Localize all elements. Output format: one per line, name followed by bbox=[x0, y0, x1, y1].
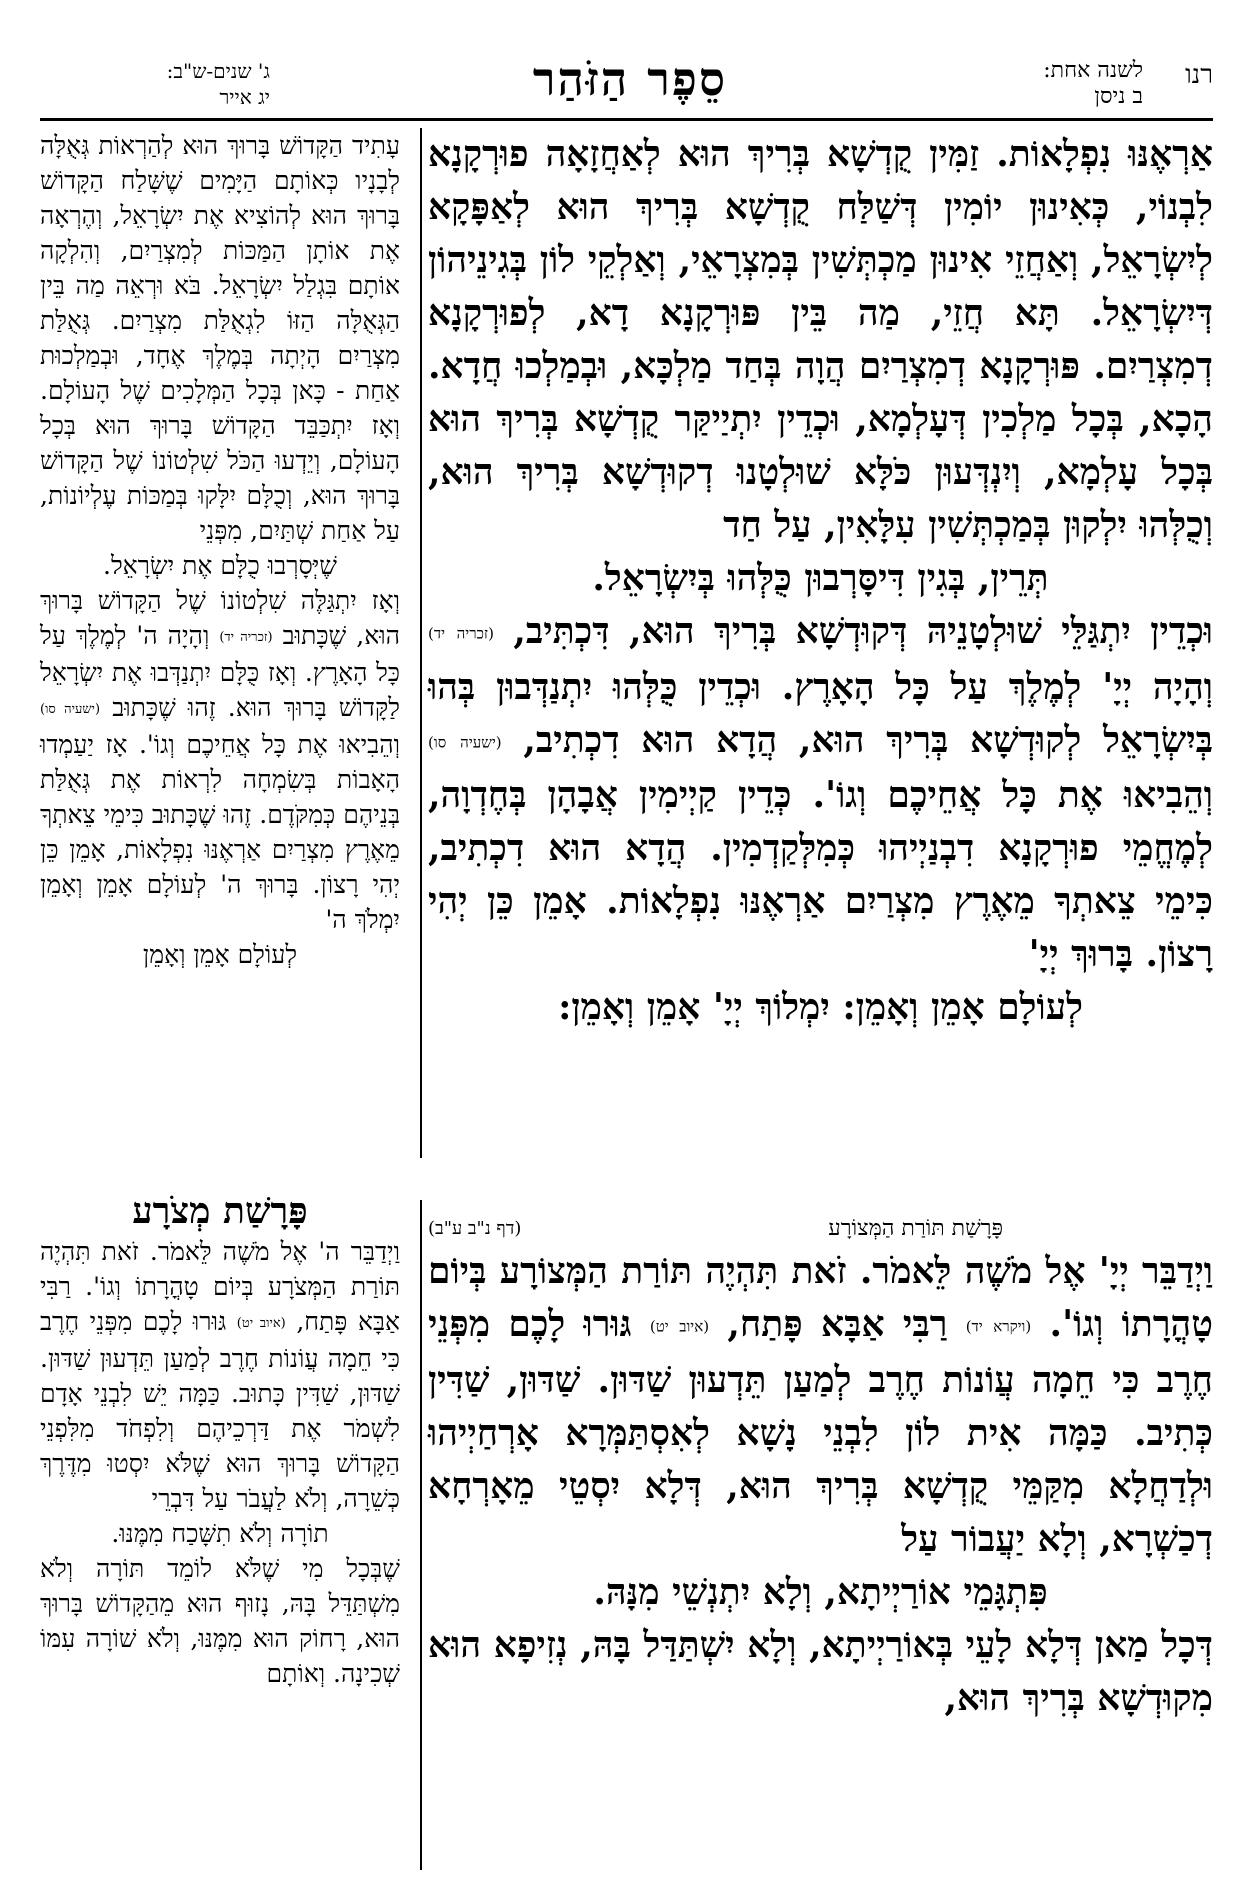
hebrew-paragraph: וַיְדַבֵּר ה' אֶל מֹשֶׁה לֵּאמֹר. זֹאת תִּהְיֶה תּוֹרַת הַמְּצֹרָע בְּיוֹם טָהֳרָתוֹ וְגוֹ'. רַבִּי אַבָּא פָּתַח, (איוב יט) גּוּרוּ לָכֶם מִפְּנֵי חֶרֶב כִּי חֵמָה עֲוֹנוֹת חֶרֶב לְמַעַן תֵּדְעוּן שַׁדּוּן. שַׁדּוּן, שַׁדִּין כָּתוּב. כַּמָּה יֵשׁ לִבְנֵי אָדָם לִשְׁמֹר אֶת דַּרְכֵיהֶם וְלִפְחֹד מִלִּפְנֵי הַקָּדוֹשׁ בָּרוּךְ הוּא שֶׁלֹּא יִסְטוּ מִדֶּרֶךְ כְּשֵׁרָה, וְלֹא לַעֲבֹר עַל דִּבְרֵי bbox=[40, 1237, 401, 1513]
verse-reference: (איוב יט) bbox=[236, 1316, 286, 1331]
one-year-date: ב ניסן bbox=[1094, 84, 1143, 109]
aramaic-text-bottom bbox=[428, 1215, 1213, 1865]
one-year-schedule bbox=[983, 58, 1143, 110]
three-year-label: ג' שנים-ש"ב: bbox=[166, 59, 270, 83]
header-rule bbox=[40, 118, 1213, 121]
parasha-title: פָּרָשַׁת תּוֹרַת הַמְּצוֹרָע bbox=[828, 1216, 1003, 1241]
hebrew-paragraph: עָתִיד הַקָּדוֹשׁ בָּרוּךְ הוּא לְהַרְאוֹת גְּאֻלָּה לְבָנָיו כְּאוֹתָם הַיָּמִים שֶׁשָּׁלַח הַקָּדוֹשׁ בָּרוּךְ הוּא לְהוֹצִיא אֶת יִשְׂרָאֵל, וְהֶרְאָה אֶת אוֹתָן הַמַּכּוֹת לְמִצְרַיִם, וְהִלְקָה אוֹתָם בִּגְלַל יִשְׂרָאֵל. בֹּא וּרְאֵה מַה בֵּין הַגְּאֻלָּה הַזּוֹ לִגְאֻלַּת מִצְרַיִם. גְּאֻלַּת מִצְרַיִם הָיְתָה בְּמֶלֶךְ אֶחָד, וּבְמַלְכוּת אַחַת - כָּאן בְּכָל הַמְּלָכִים שֶׁל הָעוֹלָם. וְאָז יִתְכַּבֵּד הַקָּדוֹשׁ בָּרוּךְ הוּא בְּכָל הָעוֹלָם, וְיֵדְעוּ הַכֹּל שִׁלְטוֹנוֹ שֶׁל הַקָּדוֹשׁ בָּרוּךְ הוּא, וְכֻלָּם יִלָּקוּ בְּמַכּוֹת עֶלְיוֹנוֹת, עַל אַחַת שְׁתַּיִם, מִפְּנֵי bbox=[40, 131, 400, 545]
aramaic-paragraph: אַרְאֶנּוּ נִפְלָאוֹת. זַמִּין קֻדְשָׁא בְּרִיךְ הוּא לְאַחֲזָאָה פוּרְקָנָא לִבְנוֹי, כְּאִינוּן יוֹמִין דְּשַׁלַּח קֻדְשָׁא בְּרִיךְ הוּא לְאַפָּקָא לְיִשְׂרָאֵל, וְאַחֲזֵי אִינוּן מַכְתְּשִׁין בְּמִצְרָאֵי, וְאַלְקֵי לוֹן בְּגִינֵיהוֹן דְּיִשְׂרָאֵל. תָּא חֲזֵי, מַה בֵּין פּוּרְקָנָא דָא, לְפוּרְקָנָא דְמִצְרַיִם. פּוּרְקָנָא דְמִצְרַיִם הֲוָה בְּחַד מַלְכָּא, וּבְמַלְכוּ חֲדָא. הָכָא, בְּכָל מַלְכִין דְּעָלְמָא, וּכְדֵין יִתְיַיקַּר קֻדְשָׁא בְּרִיךְ הוּא בְּכָל עָלְמָא, וְיִנְדְּעוּן כֹּלָּא שׁוּלְטָנוּ דְקוּדְשָׁא בְּרִיךְ הוּא, וְכֻלְּהוּ יִלְקוּן בְּמַכְתְּשִׁין עִלָּאִין, עַל חַד bbox=[428, 133, 1213, 546]
aramaic-paragraph: דְּכָל מַאן דְּלָא לָעֵי בְּאוֹרַיְיתָא, וְלָא יִשְׁתַּדַּל בָּהּ, נְזִיפָא הוּא מִקוּדְשָׁא בְּרִיךְ הוּא, bbox=[428, 1623, 1213, 1719]
verse-reference: (ישעיה סו) bbox=[428, 733, 502, 751]
aramaic-paragraph-end: לְעוֹלָם אָמֵן וְאָמֵן: יִמְלוֹךְ יְיָ' אָמֵן וְאָמֵן: bbox=[558, 986, 1083, 1028]
verse-reference: (איוב יט) bbox=[649, 1317, 710, 1336]
parasha-heading-aramaic bbox=[428, 1215, 1213, 1241]
aramaic-paragraph-end: תְּרֵין, בְּגִין דִּיסָּרְבוּן כֻּלְּהוּ בְּיִשְׂרָאֵל. bbox=[592, 557, 1049, 599]
page-header bbox=[40, 52, 1213, 122]
aramaic-text-top bbox=[428, 128, 1213, 1153]
hebrew-translation-top bbox=[40, 128, 400, 1153]
hebrew-paragraph-end: לְעוֹלָם אָמֵן וְאָמֵן bbox=[142, 940, 298, 969]
verse-reference: (ויקרא יד) bbox=[965, 1317, 1032, 1336]
hebrew-translation-bottom bbox=[40, 1190, 400, 1870]
column-divider-top bbox=[420, 128, 422, 1158]
three-year-schedule bbox=[40, 58, 270, 110]
verse-reference: (זכריה יד) bbox=[428, 624, 494, 643]
aramaic-paragraph: וַיְדַבֵּר יְיָ' אֶל מֹשֶׁה לֵּאמֹר. זֹאת תִּהְיֶה תּוֹרַת הַמְּצוֹרָע בְּיוֹם טָהֳרָתוֹ וְגוֹ'. (ויקרא יד) רַבִּי אַבָּא פָּתַח, (איוב יט) גּוּרוּ לָכֶם מִפְּנֵי חֶרֶב כִּי חֵמָה עֲוֹנוֹת חֶרֶב לְמַעַן תֵּדְעוּן שַׁדּוּן. שַׁדּוּן, שַׁדִּין כְּתִיב. כַּמָּה אִית לוֹן לִבְנֵי נָשָׁא לְאִסְתַּמְּרָא אָרְחַיְיהוּ וּלְדַחֲלָא מִקַּמֵּי קֻדְשָׁא בְּרִיךְ הוּא, דְּלָא יִסְטֵי מֵאָרְחָא דְכַשְׁרָא, וְלָא יַעֲבוֹר עַל bbox=[428, 1250, 1213, 1560]
book-title: סֵפֶר הַזֹּהַר bbox=[532, 52, 728, 106]
parasha-heading-hebrew: פָּרָשַׁת מְצֹרָע bbox=[132, 1190, 308, 1232]
hebrew-paragraph: וְאָז יִתְגַּלֶּה שִׁלְטוֹנוֹ שֶׁל הַקָּדוֹשׁ בָּרוּךְ הוּא, שֶׁכָּתוּב (זכריה יד) וְהָיָה ה' לְמֶלֶךְ עַל כָּל הָאָרֶץ. וְאָז כֻּלָּם יִתְנַדְּבוּ אֶת יִשְׂרָאֵל לַקָּדוֹשׁ בָּרוּךְ הוּא. זֶהוּ שֶׁכָּתוּב (ישעיה סו) וְהֵבִיאוּ אֶת כָּל אֲחֵיכֶם וְגוֹ'. אָז יַעַמְדוּ הָאָבוֹת בְּשִׂמְחָה לִרְאוֹת אֶת גְּאֻלַּת בְּנֵיהֶם כְּמִקֹּדֶם. זֶהוּ שֶׁכָּתוּב כִּימֵי צֵאתְךָ מֵאֶרֶץ מִצְרַיִם אַרְאֶנּוּ נִפְלָאוֹת, אָמֵן כֵּן יְהִי רָצוֹן. בָּרוּךְ ה' לְעוֹלָם אָמֵן וְאָמֵן יִמְלֹךְ ה' bbox=[40, 586, 400, 934]
aramaic-paragraph: וּכְדֵין יִתְגַּלֵּי שׁוּלְטָנֵיהּ דְּקוּדְשָׁא בְּרִיךְ הוּא, דִּכְתִּיב, (זכריה יד) וְהָיָה יְיָ' לְמֶלֶךְ עַל כָּל הָאָרֶץ. וּכְדֵין כֻּלְּהוּ יִתְנַדְּבוּן בְּהוּ בְּיִשְׂרָאֵל לְקוּדְשָׁא בְּרִיךְ הוּא, הֲדָא הוּא דִכְתִיב, (ישעיה סו) וְהֵבִיאוּ אֶת כָּל אֲחֵיכֶם וְגוֹ'. כְּדֵין קַיְימִין אֲבָהָן בְּחֶדְוָה, לְמֶחֱמֵי פוּרְקָנָא דִבְנַיְיהוּ כְּמִלְּקַדְמִין. הֲדָא הוּא דִכְתִיב, כִּימֵי צֵאתְךָ מֵאֶרֶץ מִצְרַיִם אַרְאֶנּוּ נִפְלָאוֹת. אָמֵן כֵּן יְהִי רָצוֹן. בָּרוּךְ יְיָ' bbox=[428, 610, 1213, 975]
hebrew-paragraph-end: תוֹרָה וְלֹא תִשָּׁכַח מִמֶּנּוּ. bbox=[111, 1519, 329, 1548]
hebrew-paragraph: שֶׁבְּכָל מִי שֶׁלֹּא לוֹמֵד תּוֹרָה וְלֹא מִשְׁתַּדֵּל בָּהּ, נָזוּף הוּא מֵהַקָּדוֹשׁ בָּרוּךְ הוּא, רָחוֹק הוּא מִמֶּנּוּ, וְלֹא שׁוֹרָה עִמּוֹ שְׁכִינָה. וְאוֹתָם bbox=[40, 1554, 400, 1688]
one-year-label: לשנה אחת: bbox=[1043, 58, 1143, 83]
verse-reference: (זכריה יד) bbox=[219, 630, 273, 645]
three-year-date: יג אייר bbox=[219, 85, 270, 109]
page-number: רנו bbox=[1185, 60, 1213, 90]
verse-reference: (ישעיה סו) bbox=[40, 702, 101, 717]
daf-reference: (דף נ"ב ע"ב) bbox=[428, 1217, 522, 1239]
hebrew-paragraph-end: שֶׁיְּסָרְבוּ כֻלָּם אֶת יִשְׂרָאֵל. bbox=[103, 551, 337, 580]
aramaic-paragraph-end: פִּתְגָּמֵי אוֹרַיְיתָא, וְלָא יִתְנְשֵׁי מִנָּהּ. bbox=[593, 1570, 1048, 1613]
column-divider-bottom bbox=[420, 1200, 422, 1870]
